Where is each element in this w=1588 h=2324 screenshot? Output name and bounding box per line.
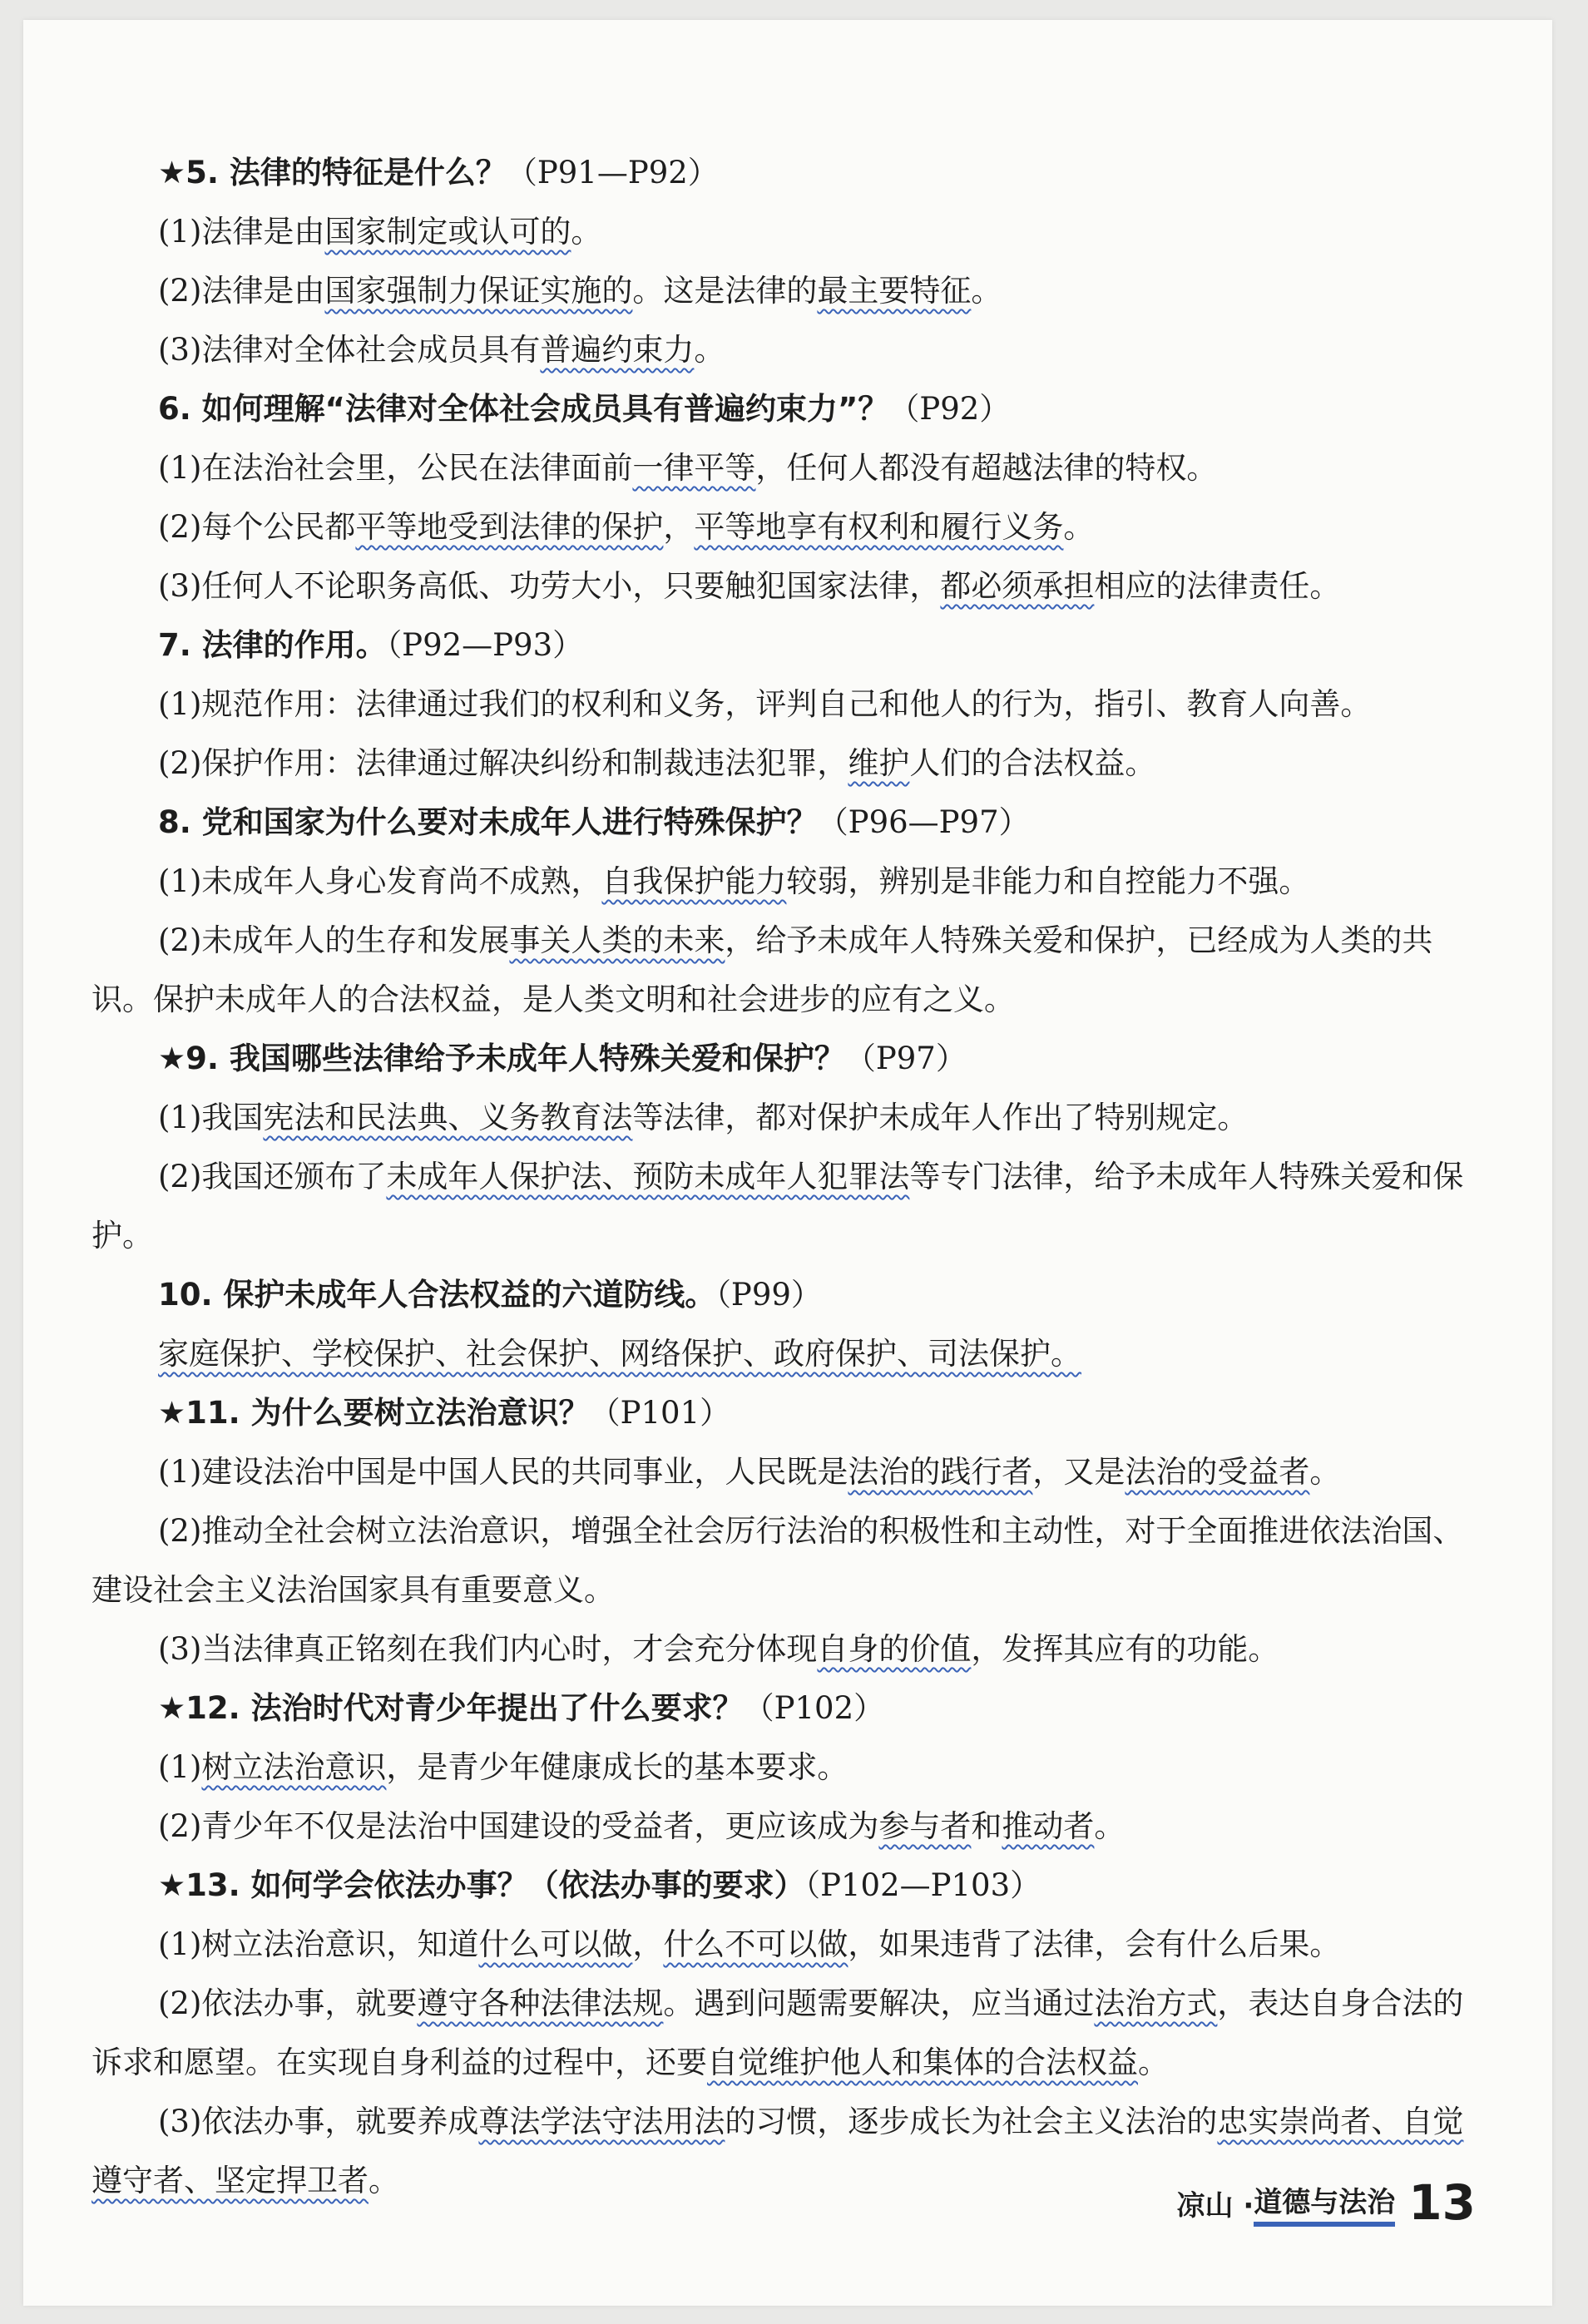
answer-paragraph bbox=[92, 438, 1477, 497]
key-point-underlined: 推动者 bbox=[1002, 1808, 1095, 1844]
text-segment: 和 bbox=[971, 1808, 1002, 1844]
page-number: 13 bbox=[1408, 2174, 1476, 2231]
text-segment: ，任何人都没有超越法律的特权。 bbox=[755, 450, 1218, 486]
footer-region: 凉山 · bbox=[1176, 2188, 1254, 2223]
text-segment: (2)每个公民都 bbox=[158, 509, 356, 545]
text-segment: ，给予未成年人特殊关爱和保护，已经成为人类的共识。保护未成年人的合法权益，是人类文明和社会进步的应有之义。 bbox=[92, 922, 1433, 1017]
text-segment: (1)规范作用：法律通过我们的权利和义务，评判自己和他人的行为，指引、教育人向善。 bbox=[158, 686, 1372, 722]
text-segment: (3)任何人不论职务高低、功劳大小，只要触犯国家法律， bbox=[158, 568, 941, 604]
page-reference: （P92） bbox=[888, 391, 1011, 427]
text-segment: (2)保护作用：法律通过解决纠纷和制裁违法犯罪， bbox=[158, 745, 848, 781]
key-point-underlined: 国家强制力保证实施的 bbox=[324, 273, 633, 309]
question-heading bbox=[92, 793, 1477, 852]
text-segment: 10. 保护未成年人合法权益的六道防线。 bbox=[158, 1277, 716, 1313]
answer-paragraph bbox=[92, 497, 1477, 556]
answer-paragraph bbox=[92, 852, 1477, 911]
text-segment: (2)依法办事，就要 bbox=[158, 1985, 418, 2021]
text-segment: ， bbox=[632, 1926, 664, 1962]
answer-paragraph bbox=[92, 556, 1477, 616]
text-segment: 。 bbox=[369, 2163, 399, 2198]
key-point-underlined: 都必须承担 bbox=[940, 568, 1095, 604]
text-segment: (2)青少年不仅是法治中国建设的受益者，更应该成为 bbox=[158, 1808, 879, 1844]
text-segment: (2)我国还颁布了 bbox=[158, 1159, 387, 1194]
text-segment: ★13. 如何学会依法办事？（依法办事的要求） bbox=[158, 1867, 805, 1903]
text-segment: 人们的合法权益。 bbox=[909, 745, 1156, 781]
answer-paragraph bbox=[92, 1738, 1477, 1797]
key-point-underlined: 国家制定或认可的 bbox=[324, 214, 571, 250]
key-point-underlined: 什么不可以做 bbox=[663, 1926, 848, 1962]
page-reference: （P97） bbox=[844, 1041, 967, 1076]
footer-subject: 道德与法治 bbox=[1254, 2179, 1395, 2227]
text-segment: 等法律，都对保护未成年人作出了特别规定。 bbox=[632, 1100, 1249, 1135]
key-point-underlined: 自我保护能力 bbox=[601, 863, 787, 899]
page-reference: （P96—P97） bbox=[817, 804, 1030, 840]
text-segment: 6. 如何理解“法律对全体社会成员具有普遍约束力”？ bbox=[158, 391, 889, 427]
text-segment: 。 bbox=[1309, 1454, 1341, 1490]
page-footer bbox=[1177, 2174, 1476, 2231]
text-segment: ，是青少年健康成长的基本要求。 bbox=[386, 1749, 848, 1785]
text-segment: 。 bbox=[694, 332, 725, 368]
text-segment: (1) bbox=[158, 1749, 202, 1785]
text-segment: ，又是 bbox=[1032, 1454, 1125, 1490]
page-reference: （P101） bbox=[589, 1395, 731, 1431]
key-point-underlined: 自身的价值 bbox=[817, 1631, 972, 1667]
text-segment: ★5. 法律的特征是什么？ bbox=[158, 155, 507, 190]
text-segment: 。遇到问题需要解决，应当通过 bbox=[663, 1985, 1095, 2021]
question-heading bbox=[92, 1383, 1477, 1442]
text-segment: (1)我国 bbox=[158, 1100, 264, 1135]
text-segment: 。 bbox=[1063, 509, 1095, 545]
key-point-underlined: 忠实崇尚者、自觉遵守者、坚定捍卫者 bbox=[92, 2104, 1464, 2198]
answer-paragraph bbox=[92, 675, 1477, 734]
text-segment: (1)法律是由 bbox=[158, 214, 325, 250]
text-segment: (3)依法办事，就要养成 bbox=[158, 2104, 479, 2139]
question-heading bbox=[92, 143, 1477, 202]
answer-paragraph bbox=[92, 734, 1477, 793]
page-reference: （P92—P93） bbox=[386, 627, 584, 663]
key-point-underlined: 未成年人保护法、预防未成年人犯罪法 bbox=[386, 1159, 910, 1194]
question-heading bbox=[92, 616, 1477, 675]
text-segment: 。这是法律的 bbox=[632, 273, 818, 309]
key-point-underlined: 参与者 bbox=[878, 1808, 972, 1844]
key-point-underlined: 平等地受到法律的保护 bbox=[355, 509, 664, 545]
text-segment: (2)推动全社会树立法治意识，增强全社会厉行法治的积极性和主动性，对于全面推进依法治国、建设社会主义法治国家具有重要意义。 bbox=[92, 1513, 1464, 1608]
text-segment: 的习惯，逐步成长为社会主义法治的 bbox=[725, 2104, 1218, 2139]
key-point-underlined: 什么可以做 bbox=[478, 1926, 633, 1962]
answer-paragraph bbox=[92, 1915, 1477, 1974]
text-segment: (1)未成年人身心发育尚不成熟， bbox=[158, 863, 602, 899]
key-point-underlined: 自觉维护他人和集体的合法权益 bbox=[707, 2045, 1138, 2080]
page-reference: （P102—P103） bbox=[804, 1867, 1041, 1903]
text-segment: 等专门法律，给予未成年人特殊关爱和保护。 bbox=[92, 1159, 1464, 1253]
key-point-underlined: 事关人类的未来 bbox=[509, 922, 725, 958]
text-segment: ★12. 法治时代对青少年提出了什么要求？ bbox=[158, 1690, 744, 1726]
page-reference: （P91—P92） bbox=[506, 155, 719, 190]
key-point-underlined: 家庭保护、学校保护、社会保护、网络保护、政府保护、司法保护。 bbox=[158, 1336, 1081, 1372]
text-segment: 相应的法律责任。 bbox=[1094, 568, 1341, 604]
text-segment: 较弱，辨别是非能力和自控能力不强。 bbox=[786, 863, 1310, 899]
key-point-underlined: 树立法治意识 bbox=[201, 1749, 387, 1785]
page-content bbox=[92, 143, 1477, 2210]
text-segment: (1)树立法治意识，知道 bbox=[158, 1926, 479, 1962]
text-segment: ， bbox=[663, 509, 695, 545]
question-heading bbox=[92, 1265, 1477, 1324]
answer-paragraph bbox=[92, 1088, 1477, 1147]
text-segment: (1)在法治社会里，公民在法律面前 bbox=[158, 450, 633, 486]
key-point-underlined: 平等地享有权利和履行义务 bbox=[694, 509, 1064, 545]
key-point-underlined: 宪法和民法典、义务教育法 bbox=[263, 1100, 633, 1135]
key-point-underlined: 法治的受益者 bbox=[1125, 1454, 1310, 1490]
text-segment: (3)法律对全体社会成员具有 bbox=[158, 332, 541, 368]
answer-paragraph bbox=[92, 1974, 1477, 2092]
key-point-underlined: 法治的践行者 bbox=[848, 1454, 1033, 1490]
answer-paragraph bbox=[92, 261, 1477, 320]
key-point-underlined: 遵守各种法律法规 bbox=[417, 1985, 664, 2021]
text-segment: 。 bbox=[971, 273, 1002, 309]
key-point-underlined: 法治方式 bbox=[1094, 1985, 1218, 2021]
textbook-page bbox=[23, 20, 1552, 2306]
key-point-underlined: 维护 bbox=[848, 745, 910, 781]
answer-paragraph bbox=[92, 1797, 1477, 1856]
key-point-underlined: 最主要特征 bbox=[817, 273, 972, 309]
answer-paragraph bbox=[92, 911, 1477, 1029]
text-segment: 。 bbox=[1138, 2045, 1169, 2080]
answer-paragraph bbox=[92, 1501, 1477, 1619]
key-point-underlined: 一律平等 bbox=[632, 450, 756, 486]
text-segment: (1)建设法治中国是中国人民的共同事业，人民既是 bbox=[158, 1454, 848, 1490]
text-segment: 。 bbox=[571, 214, 602, 250]
key-point-underlined: 普遍约束力 bbox=[540, 332, 695, 368]
page-reference: （P102） bbox=[743, 1690, 885, 1726]
question-heading bbox=[92, 379, 1477, 438]
answer-paragraph bbox=[92, 1324, 1477, 1383]
question-heading bbox=[92, 1029, 1477, 1088]
text-segment: (2)未成年人的生存和发展 bbox=[158, 922, 510, 958]
answer-paragraph bbox=[92, 1147, 1477, 1265]
answer-paragraph bbox=[92, 1619, 1477, 1679]
question-heading bbox=[92, 1679, 1477, 1738]
text-segment: ★9. 我国哪些法律给予未成年人特殊关爱和保护？ bbox=[158, 1041, 845, 1076]
text-segment: ，发挥其应有的功能。 bbox=[971, 1631, 1279, 1667]
text-segment: 。 bbox=[1094, 1808, 1125, 1844]
text-segment: (3)当法律真正铭刻在我们内心时，才会充分体现 bbox=[158, 1631, 818, 1667]
text-segment: ，表达自身合法的诉求和愿望。在实现自身利益的过程中，还要 bbox=[92, 1985, 1464, 2080]
text-segment: 8. 党和国家为什么要对未成年人进行特殊保护？ bbox=[158, 804, 818, 840]
key-point-underlined: 尊法学法守法用法 bbox=[478, 2104, 725, 2139]
question-heading bbox=[92, 1856, 1477, 1915]
text-segment: ★11. 为什么要树立法治意识？ bbox=[158, 1395, 590, 1431]
text-segment: 7. 法律的作用。 bbox=[158, 627, 387, 663]
text-segment: (2)法律是由 bbox=[158, 273, 325, 309]
answer-paragraph bbox=[92, 1442, 1477, 1501]
answer-paragraph bbox=[92, 320, 1477, 379]
text-segment: ，如果违背了法律，会有什么后果。 bbox=[848, 1926, 1341, 1962]
page-reference: （P99） bbox=[715, 1277, 822, 1313]
answer-paragraph bbox=[92, 202, 1477, 261]
